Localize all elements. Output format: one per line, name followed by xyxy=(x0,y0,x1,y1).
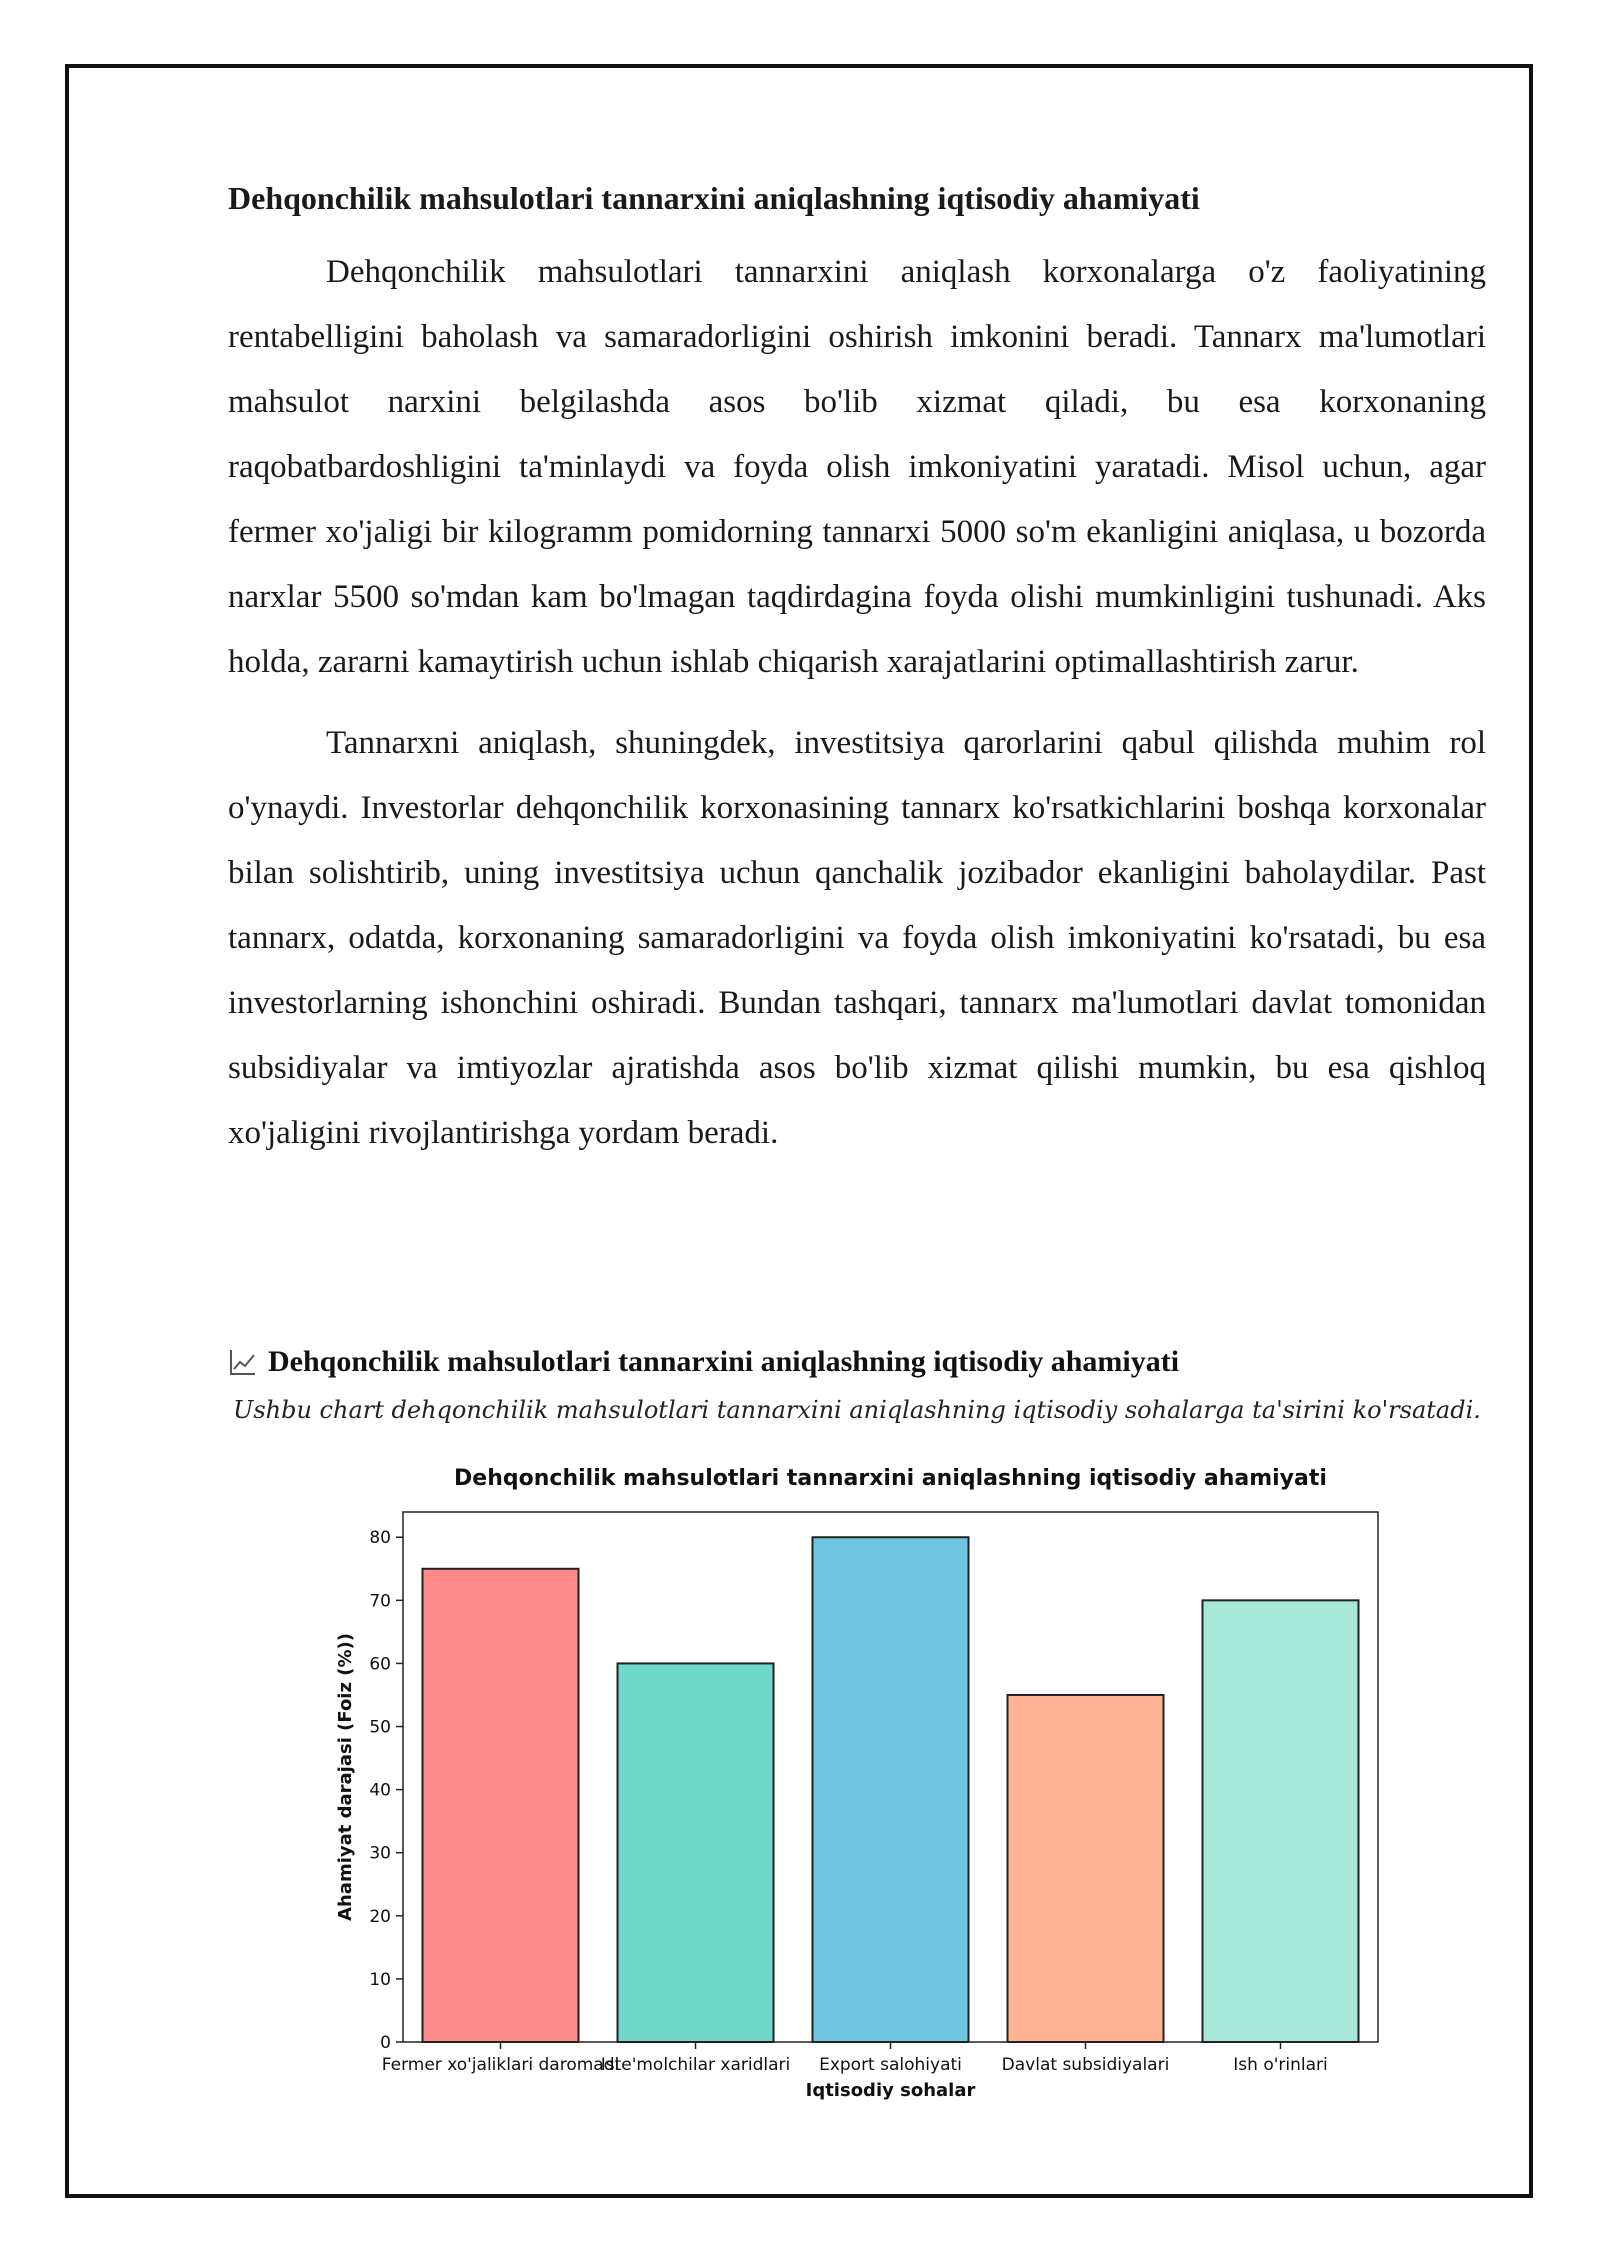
x-tick-label-1: Iste'molchilar xaridlari xyxy=(600,2055,791,2075)
y-tick-label-8: 80 xyxy=(369,1528,391,1549)
bar-3 xyxy=(1008,1695,1164,2042)
chart-section-title-row xyxy=(228,1340,1486,1384)
y-tick-label-6: 60 xyxy=(369,1654,391,1675)
paragraph-2: Tannarxni aniqlash, shuningdek, investitsiya qarorlarini qabul qilishda muhim rol o'ynaydi. Investorlar dehqonchilik korxonasining tannarx ko'rsatkichlarini boshqa korxonalar bilan solishtirib, uning investitsiya uchun qanchalik jozibador ekanligini baholaydilar. Past tannarx, odatda, korxonaning samaradorligini va foyda olish imkoniyatini ko'rsatadi, bu esa investorlarning ishonchini oshiradi. Bundan tashqari, tannarx ma'lumotlari davlat tomonidan subsidiyalar va imtiyozlar ajratishda asos bo'lib xizmat qilishi mumkin, bu esa qishloq xo'jaligini rivojlantirishga yordam beradi. xyxy=(228,725,1486,1151)
bar-chart xyxy=(300,1440,1400,2110)
y-tick-label-1: 10 xyxy=(369,1969,391,1990)
bar-4 xyxy=(1203,1600,1359,2042)
y-tick-label-5: 50 xyxy=(369,1717,391,1738)
paragraph-1: Dehqonchilik mahsulotlari tannarxini aniqlash korxonalarga o'z faoliyatining rentabelligini baholash va samaradorligini oshirish imkonini beradi. Tannarx ma'lumotlari mahsulot narxini belgilashda asos bo'lib xizmat qiladi, bu esa korxonaning raqobatbardoshligini ta'minlaydi va foyda olish imkoniyatini yaratadi. Misol uchun, agar fermer xo'jaligi bir kilogramm pomidorning tannarxi 5000 so'm ekanligini aniqlasa, u bozorda narxlar 5500 so'mdan kam bo'lmagan taqdirdagina foyda olishi mumkinligini tushunadi. Aks holda, zararni kamaytirish uchun ishlab chiqarish xarajatlarini optimallashtirish zarur. xyxy=(228,254,1486,680)
x-tick-label-0: Fermer xo'jaliklari daromadi xyxy=(381,2055,620,2075)
x-tick-label-4: Ish o'rinlari xyxy=(1233,2055,1328,2075)
x-axis-label: Iqtisodiy sohalar xyxy=(805,2080,976,2101)
chart-section-header xyxy=(228,1340,1486,1424)
x-tick-label-3: Davlat subsidiyalari xyxy=(1001,2055,1170,2075)
y-tick-label-2: 20 xyxy=(369,1906,391,1927)
bar-1 xyxy=(618,1663,774,2042)
bar-0 xyxy=(423,1569,579,2042)
chart-title: Dehqonchilik mahsulotlari tannarxini aniqlashning iqtisodiy ahamiyati xyxy=(454,1466,1327,1491)
bar-2 xyxy=(813,1537,969,2042)
section-heading: Dehqonchilik mahsulotlari tannarxini aniqlashning iqtisodiy ahamiyati xyxy=(228,180,1200,216)
y-tick-label-4: 40 xyxy=(369,1780,391,1801)
chart-section-title: Dehqonchilik mahsulotlari tannarxini aniqlashning iqtisodiy ahamiyati xyxy=(268,1345,1180,1378)
document-body xyxy=(228,170,1486,1166)
y-tick-label-7: 70 xyxy=(369,1591,391,1612)
y-tick-label-3: 30 xyxy=(369,1843,391,1864)
y-tick-label-0: 0 xyxy=(380,2033,391,2053)
x-tick-label-2: Export salohiyati xyxy=(819,2055,962,2075)
y-axis-label: Ahamiyat darajasi (Foiz (%)) xyxy=(335,1633,356,1921)
chart-line-icon xyxy=(228,1347,258,1377)
chart-caption: Ushbu chart dehqonchilik mahsulotlari tannarxini aniqlashning iqtisodiy sohalarga ta'sirini ko'rsatadi. xyxy=(233,1396,1481,1424)
